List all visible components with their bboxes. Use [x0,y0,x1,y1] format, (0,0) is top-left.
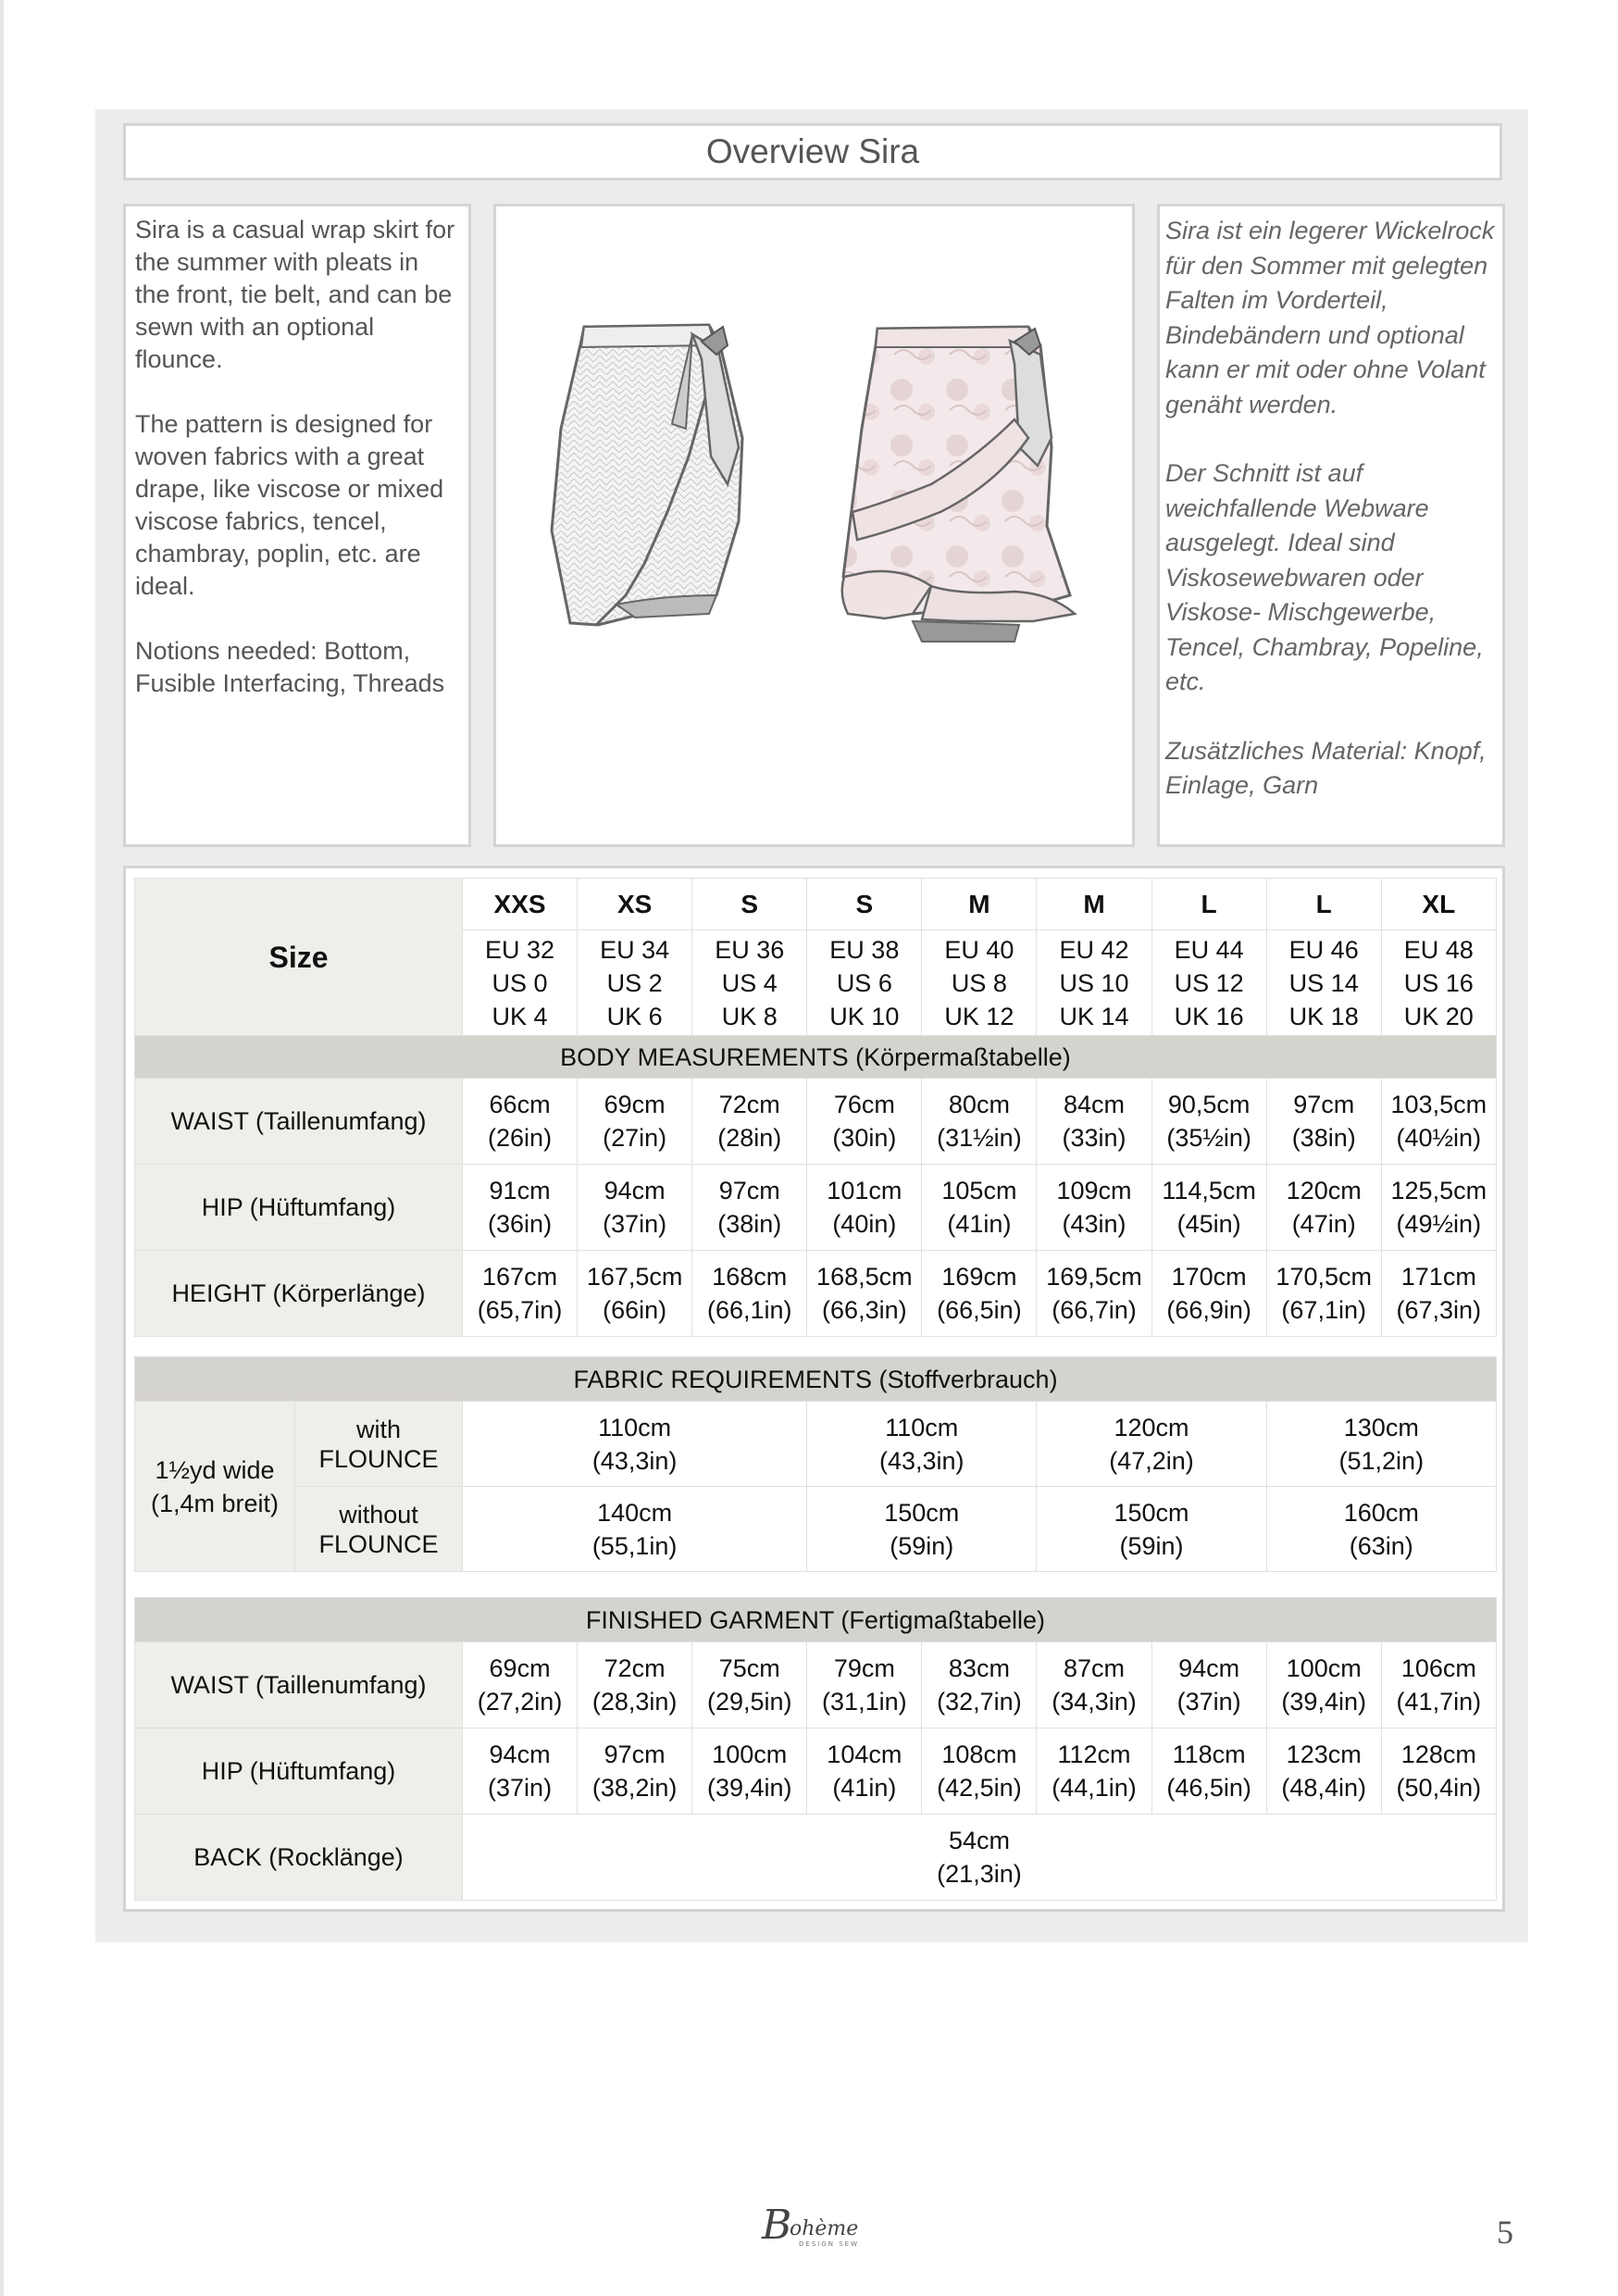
skirt-drawing [496,206,1132,844]
measurement-value: 108cm (42,5in) [922,1728,1037,1815]
measurement-value: 170cm (66,9in) [1151,1251,1266,1337]
fabric-value: 120cm (47,2in) [1037,1402,1266,1487]
size-name: M [1037,879,1151,930]
measurement-row [135,1165,1497,1251]
size-name: L [1266,879,1381,930]
measurement-value: 66cm (26in) [463,1079,578,1165]
size-conversion: EU 44 US 12 UK 16 [1151,930,1266,1036]
size-conversion: EU 48 US 16 UK 20 [1381,930,1496,1036]
size-conversion: EU 38 US 6 UK 10 [807,930,922,1036]
size-name: S [807,879,922,930]
size-conversion: EU 34 US 2 UK 6 [578,930,692,1036]
boheme-logo [754,2194,875,2264]
size-conversion: EU 32 US 0 UK 4 [463,930,578,1036]
fabric-requirements-header: FABRIC REQUIREMENTS (Stoffverbrauch) [135,1357,1497,1402]
skirt-front-flounce [842,327,1075,642]
measurement-value: 103,5cm (40½in) [1381,1079,1496,1165]
garment-rows [135,1642,1497,1815]
english-paragraph: The pattern is designed for woven fabrics with a great drape, like viscose or mixed viscose fabrics, tencel, chambray, poplin, etc. are ideal. [135,410,444,600]
measurement-label: HEIGHT (Körperlänge) [135,1251,463,1337]
fabric-value: 110cm (43,3in) [463,1402,807,1487]
fabric-width-label: 1½yd wide (1,4m breit) [135,1402,295,1572]
size-name: XXS [463,879,578,930]
measurement-value: 79cm (31,1in) [807,1642,922,1728]
size-label: Size [135,879,463,1036]
back-length-label: BACK (Rocklänge) [135,1815,463,1901]
measurement-label: WAIST (Taillenumfang) [135,1642,463,1728]
measurement-value: 97cm (38in) [1266,1079,1381,1165]
measurement-value: 72cm (28,3in) [578,1642,692,1728]
measurement-value: 118cm (46,5in) [1151,1728,1266,1815]
english-paragraph: Sira is a casual wrap skirt for the summer with pleats in the front, tie belt, and can be sewn with an optional flounce. [135,216,455,373]
measurement-value: 168cm (66,1in) [692,1251,807,1337]
measurement-label: WAIST (Taillenumfang) [135,1079,463,1165]
measurement-value: 100cm (39,4in) [692,1728,807,1815]
measurement-value: 168,5cm (66,3in) [807,1251,922,1337]
measurement-value: 91cm (36in) [463,1165,578,1251]
skirt-illustration [493,204,1135,847]
german-notions: Zusätzliches Material: Knopf, Einlage, Garn [1165,736,1487,799]
svg-text:ohème: ohème [790,2217,859,2240]
measurement-value: 169cm (66,5in) [922,1251,1037,1337]
fabric-value: 150cm (59in) [807,1487,1037,1572]
fabric-value: 110cm (43,3in) [807,1402,1037,1487]
without-flounce-label: without FLOUNCE [295,1487,463,1572]
size-conversion: EU 36 US 4 UK 8 [692,930,807,1036]
measurement-value: 169,5cm (66,7in) [1037,1251,1151,1337]
measurement-value: 112cm (44,1in) [1037,1728,1151,1815]
german-paragraph: Der Schnitt ist auf weichfallende Webware ausgelegt. Ideal sind Viskosewebwaren oder Viskose- Mischgewerbe, Tencel, Chambray, Popeline, etc. [1165,459,1484,695]
body-measurements-header: BODY MEASUREMENTS (Körpermaßtabelle) [135,1036,1497,1079]
size-conversion: EU 46 US 14 UK 18 [1266,930,1381,1036]
measurement-value: 76cm (30in) [807,1079,922,1165]
measurement-value: 101cm (40in) [807,1165,922,1251]
measurement-value: 90,5cm (35½in) [1151,1079,1266,1165]
measurement-value: 75cm (29,5in) [692,1642,807,1728]
english-description [123,204,471,847]
size-name: M [922,879,1037,930]
measurement-row [135,1251,1497,1337]
size-name: S [692,879,807,930]
measurement-value: 106cm (41,7in) [1381,1642,1496,1728]
measurement-value: 72cm (28in) [692,1079,807,1165]
measurement-value: 97cm (38in) [692,1165,807,1251]
english-notions: Notions needed: Bottom, Fusible Interfacing, Threads [135,637,445,697]
finished-garment-header: FINISHED GARMENT (Fertigmaßtabelle) [135,1598,1497,1642]
skirt-front-plain [552,325,742,625]
size-conversion: EU 40 US 8 UK 12 [922,930,1037,1036]
measurement-value: 83cm (32,7in) [922,1642,1037,1728]
size-name: XS [578,879,692,930]
page-number: 5 [1497,2214,1513,2251]
measurement-value: 170,5cm (67,1in) [1266,1251,1381,1337]
svg-text:B: B [762,2202,792,2249]
measurement-value: 97cm (38,2in) [578,1728,692,1815]
german-description [1157,204,1505,847]
left-edge-line [0,0,4,2296]
measurement-value: 69cm (27in) [578,1079,692,1165]
measurement-value: 123cm (48,4in) [1266,1728,1381,1815]
fabric-value: 130cm (51,2in) [1266,1402,1496,1487]
measurement-row [135,1728,1497,1815]
svg-text:DESIGN SEW: DESIGN SEW [799,2240,859,2248]
measurement-value: 94cm (37in) [463,1728,578,1815]
measurement-label: HIP (Hüftumfang) [135,1165,463,1251]
with-flounce-label: with FLOUNCE [295,1402,463,1487]
measurement-value: 94cm (37in) [1151,1642,1266,1728]
garment-table [134,1597,1497,1901]
size-name: L [1151,879,1266,930]
fabric-value: 150cm (59in) [1037,1487,1266,1572]
measurement-value: 167,5cm (66in) [578,1251,692,1337]
measurement-value: 87cm (34,3in) [1037,1642,1151,1728]
size-body-table [134,878,1497,1337]
measurement-value: 80cm (31½in) [922,1079,1037,1165]
measurement-value: 100cm (39,4in) [1266,1642,1381,1728]
measurement-row [135,1642,1497,1728]
body-rows [135,1079,1497,1337]
measurement-value: 69cm (27,2in) [463,1642,578,1728]
measurement-value: 84cm (33in) [1037,1079,1151,1165]
measurement-value: 125,5cm (49½in) [1381,1165,1496,1251]
german-paragraph: Sira ist ein legerer Wickelrock für den Sommer mit gelegten Falten im Vorderteil, Bindebändern und optional kann er mit oder ohne Volant genäht werden. [1165,217,1495,418]
fabric-value: 140cm (55,1in) [463,1487,807,1572]
page-title: Overview Sira [123,123,1502,181]
fabric-table [134,1356,1497,1572]
size-name: XL [1381,879,1496,930]
measurement-value: 171cm (67,3in) [1381,1251,1496,1337]
measurement-value: 120cm (47in) [1266,1165,1381,1251]
fabric-value: 160cm (63in) [1266,1487,1496,1572]
measurement-label: HIP (Hüftumfang) [135,1728,463,1815]
measurement-value: 94cm (37in) [578,1165,692,1251]
measurement-value: 105cm (41in) [922,1165,1037,1251]
measurement-value: 167cm (65,7in) [463,1251,578,1337]
measurement-value: 109cm (43in) [1037,1165,1151,1251]
measurement-value: 128cm (50,4in) [1381,1728,1496,1815]
measurement-value: 104cm (41in) [807,1728,922,1815]
measurement-value: 114,5cm (45in) [1151,1165,1266,1251]
back-length-value: 54cm (21,3in) [463,1815,1497,1901]
size-conversion: EU 42 US 10 UK 14 [1037,930,1151,1036]
measurement-row [135,1079,1497,1165]
